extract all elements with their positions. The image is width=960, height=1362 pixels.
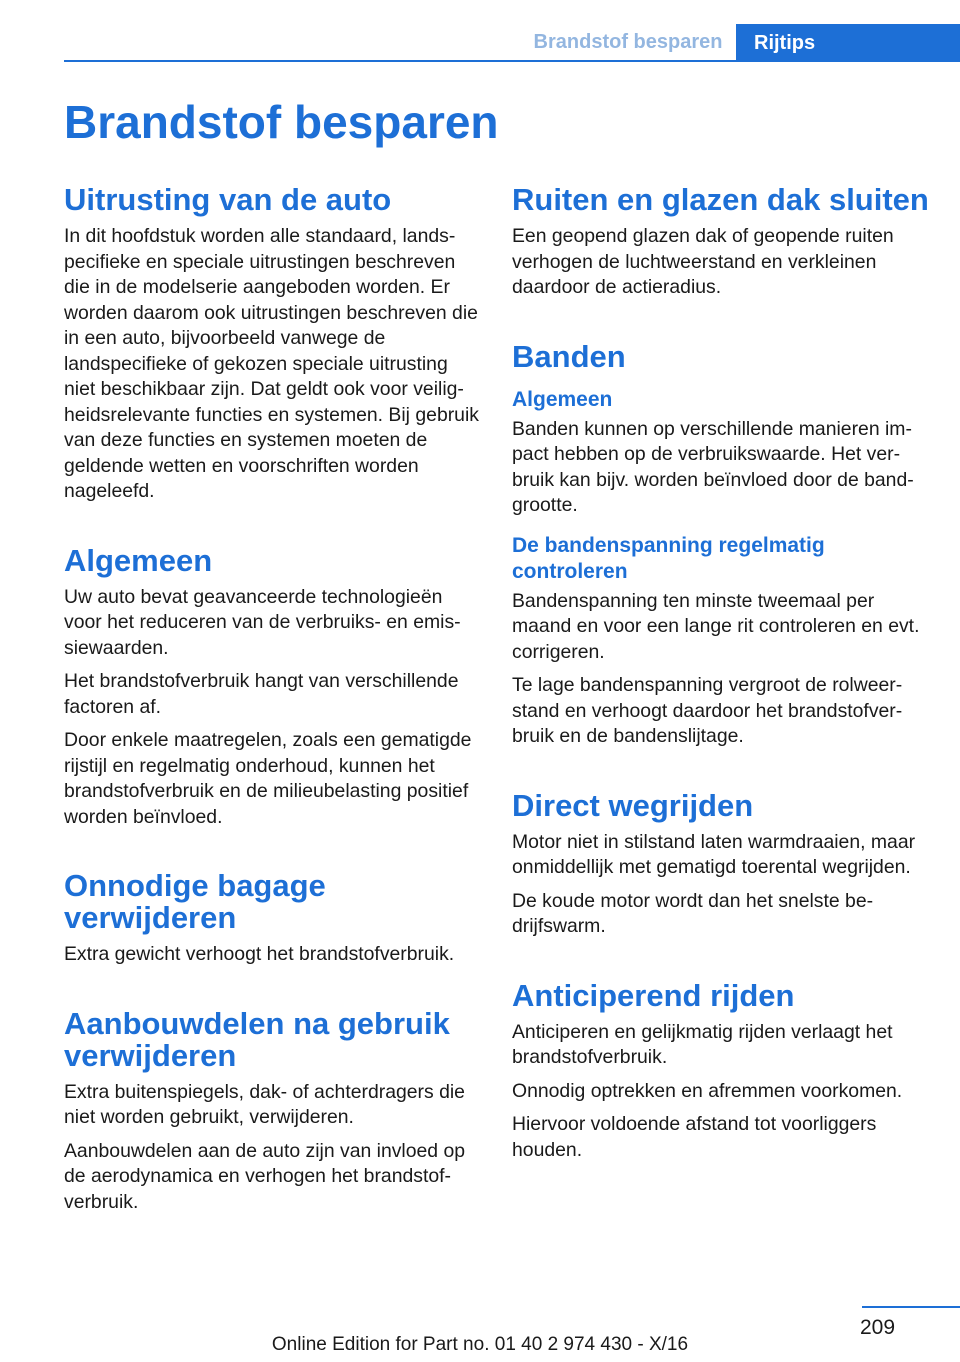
header-chapter-tab: Rijtips [736,24,960,62]
section-remove-attachments [64,1005,484,1216]
section-heading: Direct wegrijden [512,787,754,823]
section-tires [512,338,932,750]
section-anticipate [512,977,932,1164]
section-heading: Onnodige bagage verwijderen [64,868,326,935]
section-heading: Aanbouwdelen na gebruik verwijderen [64,1005,450,1073]
paragraph: Door enkele maatregelen, zoals een gematigde rijstijl en regelmatig onderhoud, kunnen het brandstofverbruik en de milieubelasting positief worden beïnvloed. [64,729,472,828]
footer-edition: Online Edition for Part no. 01 40 2 974 430 - X/16 [271,1334,689,1355]
paragraph: Banden kunnen op verschillende manieren impact hebben op de verbruikswaarde. Het verbruik kan bijv. worden beïnvloed door de bandgrootte. [512,417,914,516]
paragraph: Hiervoor voldoende afstand tot voorliggers houden. [512,1113,877,1161]
paragraph: Het brandstofverbruik hangt van verschillende factoren af. [64,670,459,718]
footer-rule [862,1306,960,1308]
section-heading: Algemeen [64,542,213,578]
section-remove-luggage [64,870,484,968]
paragraph: Motor niet in stilstand laten warmdraaien, maar onmiddellijk met gematigd toerental wegrijden. [512,830,916,878]
section-general [64,542,484,831]
section-heading: Ruiten en glazen dak sluiten [512,182,929,217]
paragraph: Een geopend glazen dak of geopende ruiten verhogen de luchtweerstand en verkleinen daardoor de actieradius. [512,225,894,298]
subsection-heading: De bandenspanning regelmatig controleren [512,533,825,583]
paragraph: Te lage bandenspanning vergroot de rolweerstand en verhoogt daardoor het brandstofverbruik en de bandenslijtage. [512,674,903,747]
subsection-heading: Algemeen [512,387,613,411]
section-heading: Anticiperend rijden [512,977,795,1013]
paragraph: Uw auto bevat geavanceerde technologieën voor het reduceren van de verbruiks- en emissiewaarden. [64,585,461,659]
paragraph: Extra gewicht verhoogt het brandstofverbruik. [64,943,455,965]
page-number: 209 [860,1316,896,1339]
subsection-general [512,387,932,519]
section-close-windows [512,184,932,301]
paragraph: De koude motor wordt dan het snelste bedrijfswarm. [512,889,874,937]
paragraph: Aanbouwdelen aan de auto zijn van invloed op de aerodynamica en verhogen het brandstofverbruik. [64,1139,466,1213]
section-drive-off [512,787,932,940]
left-column [64,184,484,1255]
page-title: Brandstof besparen [64,96,499,148]
section-heading: Uitrusting van de auto [64,182,392,217]
subsection-tire-pressure [512,533,932,750]
right-column [512,184,932,1203]
section-heading: Banden [512,338,626,374]
paragraph: Onnodig optrekken en afremmen voorkomen. [512,1079,903,1102]
section-vehicle-equipment [64,184,484,505]
paragraph: Bandenspanning ten minste tweemaal per maand en voor een lange rit controleren en evt. corrigeren. [512,589,920,663]
header-section-title: Brandstof besparen [533,31,723,53]
paragraph: In dit hoofdstuk worden alle standaard, landspecifieke en speciale uitrustingen beschreven die in de modelserie aangeboden worden. Er worden daarom ook uitrustingen beschreven die in een auto, bijvoorbeeld vanwege de landspecifieke of gekozen speciale uitrusting niet beschikbaar zijn. Dat geldt ook voor veiligheidsrelevante functies en systemen. Bij gebruik van deze functies en systemen moeten de geldende wetten en voorschriften worden nageleefd. [64,225,479,502]
paragraph: Anticiperen en gelijkmatig rijden verlaagt het brandstofverbruik. [512,1020,893,1068]
paragraph: Extra buitenspiegels, dak- of achterdragers die niet worden gebruikt, verwijderen. [64,1080,465,1128]
